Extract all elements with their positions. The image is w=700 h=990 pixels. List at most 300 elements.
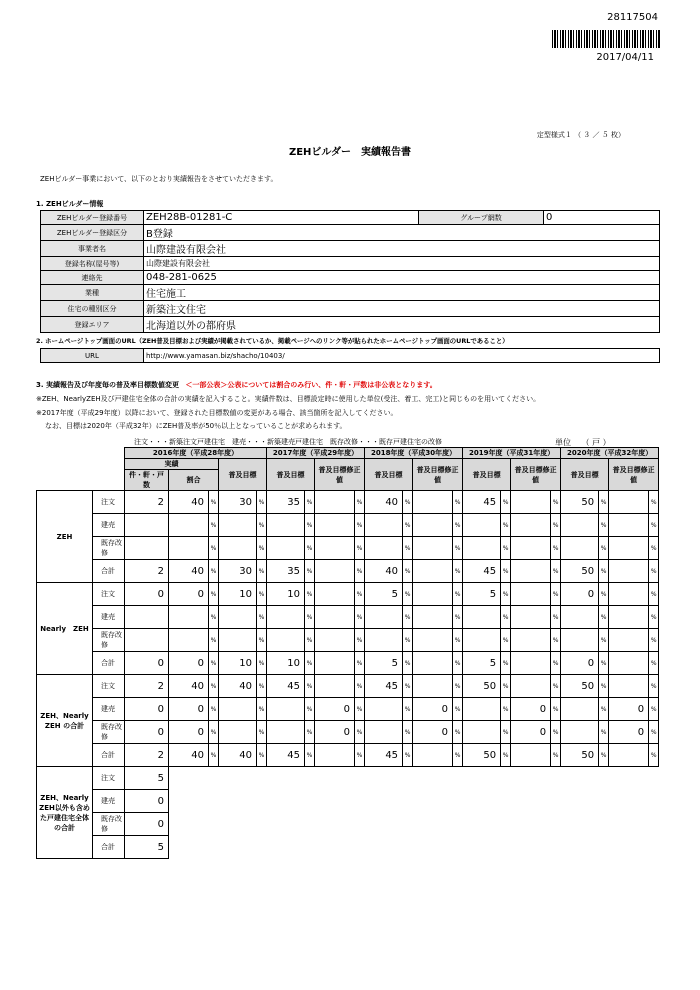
revised-target-cell (315, 514, 355, 537)
percent-sign: % (501, 583, 511, 606)
revised-header: 普及目標修正値 (609, 459, 659, 491)
count-cell: 5 (125, 767, 169, 790)
ratio-cell: 40 (169, 675, 209, 698)
table-row (37, 767, 659, 790)
percent-sign: % (209, 675, 219, 698)
percent-sign: % (599, 606, 609, 629)
percent-sign: % (355, 698, 365, 721)
row-label: 既存改修 (93, 629, 125, 652)
percent-sign: % (257, 514, 267, 537)
percent-sign: % (453, 721, 463, 744)
target-cell: 50 (561, 491, 599, 514)
revised-target-cell (315, 583, 355, 606)
intro-text: ZEHビルダー事業において、以下のとおり実績報告をさせていただきます。 (40, 175, 278, 183)
percent-sign: % (453, 629, 463, 652)
note-3: なお、目標は2020年（平成32年）にZEH普及率が50％以上となっていることが求められます。 (45, 422, 347, 430)
target-cell: 45 (463, 491, 501, 514)
target-cell (365, 606, 403, 629)
year-header: 2020年度（平成32年度） (561, 448, 659, 459)
percent-sign: % (355, 537, 365, 560)
target-cell (463, 698, 501, 721)
percent-sign: % (551, 652, 561, 675)
row-label: 既存改修 (93, 537, 125, 560)
percent-sign: % (403, 652, 413, 675)
revised-target-cell: 0 (511, 698, 551, 721)
percent-sign: % (209, 606, 219, 629)
percent-sign: % (649, 514, 659, 537)
target-header: 普及目標 (561, 459, 609, 491)
percent-sign: % (403, 629, 413, 652)
table-row (37, 560, 659, 583)
percent-sign: % (649, 560, 659, 583)
percent-sign: % (355, 629, 365, 652)
target-cell (561, 537, 599, 560)
count-cell: 0 (125, 583, 169, 606)
revised-header: 普及目標修正値 (511, 459, 561, 491)
ratio-cell: 40 (169, 491, 209, 514)
percent-sign: % (305, 537, 315, 560)
percent-sign: % (649, 744, 659, 767)
percent-sign: % (599, 491, 609, 514)
target-cell (561, 629, 599, 652)
group-label: グループ網数 (419, 211, 544, 225)
empty-area (169, 767, 659, 790)
percent-sign: % (599, 675, 609, 698)
percent-sign: % (403, 537, 413, 560)
revised-target-cell: 0 (609, 698, 649, 721)
percent-sign: % (551, 491, 561, 514)
row-label: 合計 (93, 836, 125, 859)
row-label: 建売 (93, 790, 125, 813)
ratio-cell: 0 (169, 721, 209, 744)
target-cell: 10 (267, 583, 305, 606)
target-cell: 10 (267, 652, 305, 675)
info-label: 登録名称(屋号等) (41, 257, 144, 271)
row-label: 合計 (93, 744, 125, 767)
percent-sign: % (305, 675, 315, 698)
percent-sign: % (209, 721, 219, 744)
target-cell (267, 537, 305, 560)
ratio-cell (169, 629, 209, 652)
percent-sign: % (453, 491, 463, 514)
ratio-cell (169, 606, 209, 629)
percent-sign: % (649, 629, 659, 652)
count-cell (125, 514, 169, 537)
percent-sign: % (501, 606, 511, 629)
target-cell (365, 514, 403, 537)
unit-value: （ 戸 ） (581, 438, 611, 447)
percent-sign: % (257, 491, 267, 514)
revised-target-cell (315, 606, 355, 629)
section3-title: 3. 実績報告及び年度毎の普及率目標数値変更 (36, 381, 179, 389)
percent-sign: % (305, 606, 315, 629)
table-row (37, 537, 659, 560)
table-row (37, 675, 659, 698)
percent-sign: % (355, 583, 365, 606)
percent-sign: % (453, 560, 463, 583)
percent-sign: % (551, 514, 561, 537)
target-cell (219, 698, 257, 721)
revised-target-cell (609, 514, 649, 537)
percent-sign: % (453, 514, 463, 537)
type-legend: 注文・・・新築注文戸建住宅 建売・・・新築建売戸建住宅 既存改修・・・既存戸建住宅の改修 (134, 438, 442, 446)
percent-sign: % (209, 652, 219, 675)
percent-sign: % (599, 652, 609, 675)
revised-target-cell (609, 629, 649, 652)
count-cell (125, 606, 169, 629)
section2-heading: 2. ホームページトップ画面のURL（ZEH普及目標および実績が掲載されているか、掲載ページへのリンク等が貼られたホームページトップ画面のURLであること） (36, 337, 509, 345)
percent-sign: % (649, 491, 659, 514)
percent-sign: % (355, 721, 365, 744)
percent-sign: % (599, 721, 609, 744)
target-cell (463, 537, 501, 560)
target-header: 普及目標 (365, 459, 413, 491)
target-cell: 5 (463, 652, 501, 675)
target-header: 普及目標 (267, 459, 315, 491)
percent-sign: % (649, 606, 659, 629)
count-cell: 2 (125, 560, 169, 583)
percent-sign: % (209, 560, 219, 583)
info-label: ZEHビルダー登録番号 (41, 211, 144, 225)
percent-sign: % (305, 698, 315, 721)
ratio-cell: 40 (169, 560, 209, 583)
percent-sign: % (599, 698, 609, 721)
percent-sign: % (355, 514, 365, 537)
count-cell (125, 629, 169, 652)
ratio-cell: 0 (169, 583, 209, 606)
revised-target-cell (609, 744, 649, 767)
info-label: 登録エリア (41, 317, 144, 333)
unit-label: 単位 (555, 438, 571, 447)
revised-target-cell (511, 583, 551, 606)
info-value: 北海道以外の都府県 (144, 317, 660, 333)
percent-sign: % (501, 491, 511, 514)
target-cell: 40 (365, 560, 403, 583)
revised-target-cell (413, 514, 453, 537)
section1-heading: 1. ZEHビルダー情報 (36, 200, 104, 208)
percent-sign: % (551, 721, 561, 744)
document-id: 28117504 (607, 12, 658, 23)
percent-sign: % (257, 583, 267, 606)
count-cell: 2 (125, 675, 169, 698)
count-cell: 2 (125, 491, 169, 514)
target-cell: 30 (219, 560, 257, 583)
percent-sign: % (551, 675, 561, 698)
percent-sign: % (403, 514, 413, 537)
target-cell (561, 606, 599, 629)
revised-target-cell (511, 560, 551, 583)
year-header: 2017年度（平成29年度） (267, 448, 365, 459)
row-label: 既存改修 (93, 721, 125, 744)
count-cell: 0 (125, 652, 169, 675)
row-label: 建売 (93, 698, 125, 721)
revised-target-cell (609, 652, 649, 675)
count-cell: 0 (125, 698, 169, 721)
count-cell: 2 (125, 744, 169, 767)
percent-sign: % (403, 744, 413, 767)
percent-sign: % (257, 606, 267, 629)
revised-target-cell (609, 606, 649, 629)
percent-sign: % (403, 606, 413, 629)
count-cell: 0 (125, 721, 169, 744)
percent-sign: % (257, 560, 267, 583)
barcode (552, 30, 660, 48)
ratio-cell (169, 537, 209, 560)
percent-sign: % (551, 560, 561, 583)
info-value: ZEH28B-01281-C (144, 211, 419, 225)
percent-sign: % (501, 675, 511, 698)
table-row (37, 491, 659, 514)
target-cell (219, 606, 257, 629)
table-row (37, 744, 659, 767)
target-cell (219, 629, 257, 652)
revised-target-cell (315, 537, 355, 560)
revised-target-cell (315, 744, 355, 767)
revised-target-cell (511, 537, 551, 560)
ratio-cell (169, 514, 209, 537)
percent-sign: % (599, 560, 609, 583)
disclosure-note: ＜一部公表＞公表については割合のみ行い、件・軒・戸数は非公表となります。 (185, 381, 437, 389)
ratio-header: 割合 (169, 470, 219, 491)
ratio-cell: 40 (169, 744, 209, 767)
percent-sign: % (257, 675, 267, 698)
row-label: 注文 (93, 583, 125, 606)
row-label: 合計 (93, 560, 125, 583)
percent-sign: % (209, 744, 219, 767)
table-row (37, 721, 659, 744)
results-table (36, 447, 659, 859)
percent-sign: % (403, 583, 413, 606)
percent-sign: % (355, 675, 365, 698)
target-cell: 50 (463, 744, 501, 767)
count-cell: 0 (125, 790, 169, 813)
info-value: 住宅施工 (144, 285, 660, 301)
target-cell: 5 (463, 583, 501, 606)
target-cell (561, 721, 599, 744)
table-row (37, 629, 659, 652)
target-cell: 50 (561, 675, 599, 698)
percent-sign: % (305, 560, 315, 583)
revised-target-cell (315, 491, 355, 514)
percent-sign: % (649, 537, 659, 560)
revised-target-cell (609, 583, 649, 606)
target-cell (219, 721, 257, 744)
percent-sign: % (355, 744, 365, 767)
percent-sign: % (551, 606, 561, 629)
empty-area (169, 836, 659, 859)
percent-sign: % (305, 629, 315, 652)
revised-target-cell (511, 629, 551, 652)
target-cell: 5 (365, 583, 403, 606)
percent-sign: % (453, 675, 463, 698)
target-cell (365, 629, 403, 652)
target-cell (219, 537, 257, 560)
table-row (37, 514, 659, 537)
target-cell: 45 (463, 560, 501, 583)
revised-target-cell (511, 491, 551, 514)
target-cell (365, 537, 403, 560)
target-cell: 0 (561, 583, 599, 606)
percent-sign: % (649, 583, 659, 606)
percent-sign: % (257, 721, 267, 744)
revised-target-cell (609, 675, 649, 698)
table-row (37, 606, 659, 629)
target-cell (561, 698, 599, 721)
percent-sign: % (305, 744, 315, 767)
revised-target-cell (609, 560, 649, 583)
target-cell (463, 629, 501, 652)
target-header: 普及目標 (463, 459, 511, 491)
percent-sign: % (551, 629, 561, 652)
revised-target-cell (315, 675, 355, 698)
percent-sign: % (599, 744, 609, 767)
revised-target-cell: 0 (315, 721, 355, 744)
target-cell (463, 606, 501, 629)
info-label: 住宅の種別区分 (41, 301, 144, 317)
revised-target-cell (413, 629, 453, 652)
revised-target-cell (511, 652, 551, 675)
year-header: 2019年度（平成31年度） (463, 448, 561, 459)
table-row (37, 652, 659, 675)
revised-target-cell (413, 537, 453, 560)
percent-sign: % (257, 698, 267, 721)
table-row (37, 698, 659, 721)
form-number: 定型様式１ （ ３ ／ ５ 枚） (536, 131, 625, 139)
year-header: 2016年度（平成28年度） (125, 448, 267, 459)
info-value: B登録 (144, 225, 660, 241)
target-cell (267, 606, 305, 629)
empty-area (169, 790, 659, 813)
section3-heading (36, 380, 437, 390)
table-row (37, 790, 659, 813)
info-value: 新築注文住宅 (144, 301, 660, 317)
target-cell: 10 (219, 583, 257, 606)
target-header: 普及目標 (219, 459, 267, 491)
row-label: 合計 (93, 652, 125, 675)
target-cell (267, 721, 305, 744)
revised-target-cell: 0 (609, 721, 649, 744)
percent-sign: % (305, 583, 315, 606)
revised-header: 普及目標修正値 (315, 459, 365, 491)
target-cell: 50 (561, 560, 599, 583)
percent-sign: % (599, 629, 609, 652)
percent-sign: % (453, 537, 463, 560)
revised-target-cell (609, 537, 649, 560)
percent-sign: % (453, 744, 463, 767)
target-cell: 45 (267, 744, 305, 767)
target-cell: 10 (219, 652, 257, 675)
percent-sign: % (257, 744, 267, 767)
count-cell: 0 (125, 813, 169, 836)
revised-target-cell: 0 (511, 721, 551, 744)
percent-sign: % (257, 537, 267, 560)
revised-target-cell (413, 606, 453, 629)
row-label: 注文 (93, 491, 125, 514)
target-cell: 45 (267, 675, 305, 698)
percent-sign: % (209, 629, 219, 652)
percent-sign: % (599, 537, 609, 560)
target-cell (561, 514, 599, 537)
ratio-cell: 0 (169, 652, 209, 675)
builder-info-table (40, 210, 660, 333)
revised-target-cell: 0 (315, 698, 355, 721)
percent-sign: % (551, 698, 561, 721)
percent-sign: % (209, 698, 219, 721)
revised-target-cell (511, 514, 551, 537)
group-label: ZEH、Nearly ZEH の合計 (37, 675, 93, 767)
year-header: 2018年度（平成30年度） (365, 448, 463, 459)
info-label: 連絡先 (41, 271, 144, 285)
percent-sign: % (355, 652, 365, 675)
count-cell (125, 537, 169, 560)
revised-target-cell: 0 (413, 698, 453, 721)
revised-target-cell (511, 744, 551, 767)
percent-sign: % (501, 698, 511, 721)
percent-sign: % (649, 652, 659, 675)
info-label: 事業者名 (41, 241, 144, 257)
percent-sign: % (453, 698, 463, 721)
ratio-cell: 0 (169, 698, 209, 721)
percent-sign: % (649, 721, 659, 744)
target-cell (463, 721, 501, 744)
group-label: ZEH、Nearly ZEH以外も含めた戸建住宅全体の合計 (37, 767, 93, 859)
target-cell: 30 (219, 491, 257, 514)
table-row (37, 583, 659, 606)
target-cell: 50 (463, 675, 501, 698)
percent-sign: % (355, 606, 365, 629)
target-cell: 35 (267, 491, 305, 514)
percent-sign: % (209, 514, 219, 537)
percent-sign: % (501, 721, 511, 744)
row-label: 注文 (93, 675, 125, 698)
revised-target-cell (413, 675, 453, 698)
target-cell (267, 698, 305, 721)
target-cell: 45 (365, 675, 403, 698)
revised-target-cell (511, 675, 551, 698)
revised-header: 普及目標修正値 (413, 459, 463, 491)
percent-sign: % (403, 721, 413, 744)
percent-sign: % (209, 537, 219, 560)
percent-sign: % (305, 652, 315, 675)
percent-sign: % (453, 652, 463, 675)
row-label: 建売 (93, 514, 125, 537)
percent-sign: % (403, 675, 413, 698)
percent-sign: % (305, 491, 315, 514)
info-label: 業種 (41, 285, 144, 301)
target-cell (267, 514, 305, 537)
target-cell: 45 (365, 744, 403, 767)
revised-target-cell (413, 560, 453, 583)
row-label: 建売 (93, 606, 125, 629)
percent-sign: % (305, 721, 315, 744)
info-value: 048-281-0625 (144, 271, 660, 285)
group-label: Nearly ZEH (37, 583, 93, 675)
url-label: URL (41, 349, 144, 363)
target-cell: 40 (219, 675, 257, 698)
row-label: 既存改修 (93, 813, 125, 836)
revised-target-cell (315, 629, 355, 652)
page-title: ZEHビルダー 実績報告書 (288, 147, 412, 158)
percent-sign: % (501, 537, 511, 560)
percent-sign: % (599, 514, 609, 537)
note-2: ※2017年度（平成29年度）以降において、登録された目標数値の変更がある場合、該当箇所を記入してください。 (36, 409, 398, 417)
percent-sign: % (501, 744, 511, 767)
count-header: 件・軒・戸数 (125, 470, 169, 491)
percent-sign: % (453, 583, 463, 606)
empty-area (169, 813, 659, 836)
note-1: ※ZEH、NearlyZEH及び戸建住宅全体の合計の実績を記入すること。実績件数は、目標設定時に使用した単位(受注、着工、完工)と同じものを用いてください。 (36, 395, 541, 403)
info-label: ZEHビルダー登録区分 (41, 225, 144, 241)
